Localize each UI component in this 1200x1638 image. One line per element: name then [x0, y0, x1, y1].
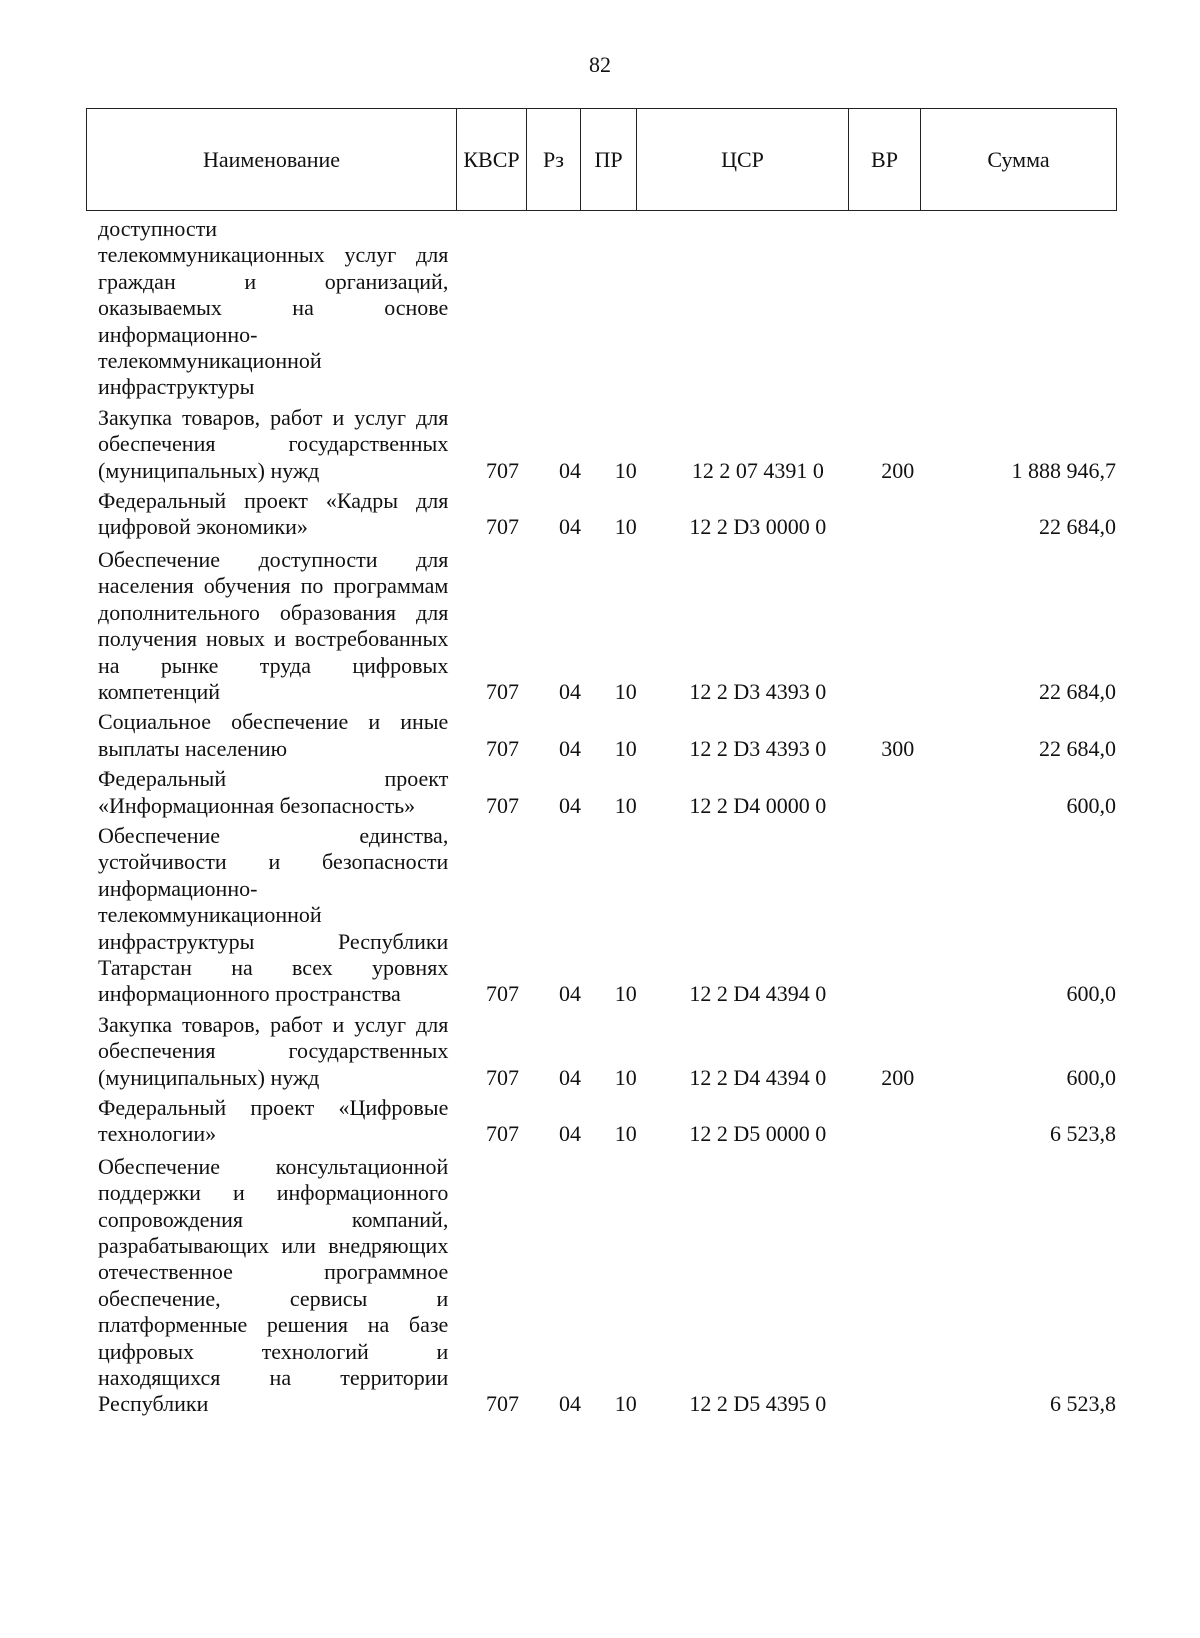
header-vr: ВР	[849, 109, 921, 211]
row-rz: 04	[558, 457, 581, 483]
row-name: Федеральный проект «Кадры для цифровой экономики»	[98, 488, 449, 540]
row-csr: 12 2 D3 4393 0	[689, 678, 827, 704]
header-name: Наименование	[87, 109, 457, 211]
table-row	[86, 823, 1126, 1008]
row-csr: 12 2 07 4391 0	[691, 457, 824, 483]
row-name: Обеспечение единства, устойчивости и безопасности информационно-телекоммуникационной инфраструктуры Республики Татарстан на всех уровнях информационного пространства	[98, 822, 449, 1007]
table-row	[86, 1012, 1126, 1091]
row-name: Федеральный проект «Информационная безопасность»	[98, 766, 449, 818]
row-rz: 04	[558, 678, 581, 704]
row-sum: 600,0	[1066, 792, 1116, 818]
row-rz: 04	[558, 792, 581, 818]
row-vr: 200	[881, 1064, 915, 1090]
row-name: Обеспечение доступности для населения обучения по программам дополнительного образования для получения новых и востребованных на рынке труда цифровых компетенций	[98, 546, 449, 704]
row-vr: 200	[881, 457, 915, 483]
row-kvsr: 707	[485, 792, 519, 818]
table-row	[86, 488, 1126, 541]
row-rz: 04	[558, 981, 581, 1007]
table-row	[86, 547, 1126, 705]
row-csr: 12 2 D4 0000 0	[689, 792, 827, 818]
row-pr: 10	[614, 457, 637, 483]
table-header	[86, 108, 1117, 211]
table-body	[86, 212, 1126, 1418]
header-csr: ЦСР	[637, 109, 849, 211]
page-number: 82	[589, 52, 611, 77]
row-rz: 04	[558, 514, 581, 540]
row-rz: 04	[558, 1064, 581, 1090]
row-sum: 6 523,8	[1049, 1121, 1116, 1147]
header-kvsr: КВСР	[457, 109, 527, 211]
row-csr: 12 2 D4 4394 0	[689, 981, 827, 1007]
row-pr: 10	[614, 1064, 637, 1090]
row-sum: 22 684,0	[1038, 735, 1116, 761]
row-sum: 600,0	[1066, 981, 1116, 1007]
table-row	[86, 216, 1126, 401]
row-pr: 10	[614, 981, 637, 1007]
header-rz: Рз	[527, 109, 581, 211]
row-sum: 1 888 946,7	[1011, 457, 1116, 483]
row-pr: 10	[614, 1391, 637, 1417]
row-kvsr: 707	[485, 514, 519, 540]
row-csr: 12 2 D3 4393 0	[689, 735, 827, 761]
row-kvsr: 707	[485, 735, 519, 761]
table-row	[86, 1154, 1126, 1418]
row-kvsr: 707	[485, 678, 519, 704]
row-sum: 600,0	[1066, 1064, 1116, 1090]
row-sum: 22 684,0	[1038, 678, 1116, 704]
row-sum: 6 523,8	[1049, 1391, 1116, 1417]
row-kvsr: 707	[485, 1391, 519, 1417]
row-csr: 12 2 D4 4394 0	[689, 1064, 827, 1090]
row-rz: 04	[558, 735, 581, 761]
row-name: Социальное обеспечение и иные выплаты населению	[98, 709, 449, 761]
row-name: доступности телекоммуникационных услуг для граждан и организаций, оказываемых на основе информационно-телекоммуникационной инфраструктуры	[98, 216, 449, 400]
row-name: Закупка товаров, работ и услуг для обеспечения государственных (муниципальных) нужд	[98, 1011, 449, 1090]
row-pr: 10	[614, 678, 637, 704]
table-row	[86, 709, 1126, 762]
row-csr: 12 2 D3 0000 0	[689, 514, 827, 540]
row-kvsr: 707	[485, 1121, 519, 1147]
table-row	[86, 1095, 1126, 1148]
header-pr: ПР	[581, 109, 637, 211]
row-name: Закупка товаров, работ и услуг для обеспечения государственных (муниципальных) нужд	[98, 404, 449, 483]
row-pr: 10	[614, 514, 637, 540]
row-name: Обеспечение консультационной поддержки и информационного сопровождения компаний, разрабатывающих или внедряющих отечественное программное обеспечение, сервисы и платформенные решения на базе цифровых технологий и находящихся на территории Республики	[98, 1153, 449, 1417]
table-row	[86, 766, 1126, 819]
row-kvsr: 707	[485, 1064, 519, 1090]
row-kvsr: 707	[485, 981, 519, 1007]
row-sum: 22 684,0	[1038, 514, 1116, 540]
header-sum: Сумма	[921, 109, 1117, 211]
row-rz: 04	[558, 1121, 581, 1147]
row-vr: 300	[881, 735, 915, 761]
row-pr: 10	[614, 792, 637, 818]
row-rz: 04	[558, 1391, 581, 1417]
row-kvsr: 707	[485, 457, 519, 483]
row-name: Федеральный проект «Цифровые технологии»	[98, 1095, 449, 1147]
row-pr: 10	[614, 1121, 637, 1147]
row-csr: 12 2 D5 0000 0	[689, 1121, 827, 1147]
row-pr: 10	[614, 735, 637, 761]
row-csr: 12 2 D5 4395 0	[689, 1391, 827, 1417]
table-row	[86, 405, 1126, 484]
